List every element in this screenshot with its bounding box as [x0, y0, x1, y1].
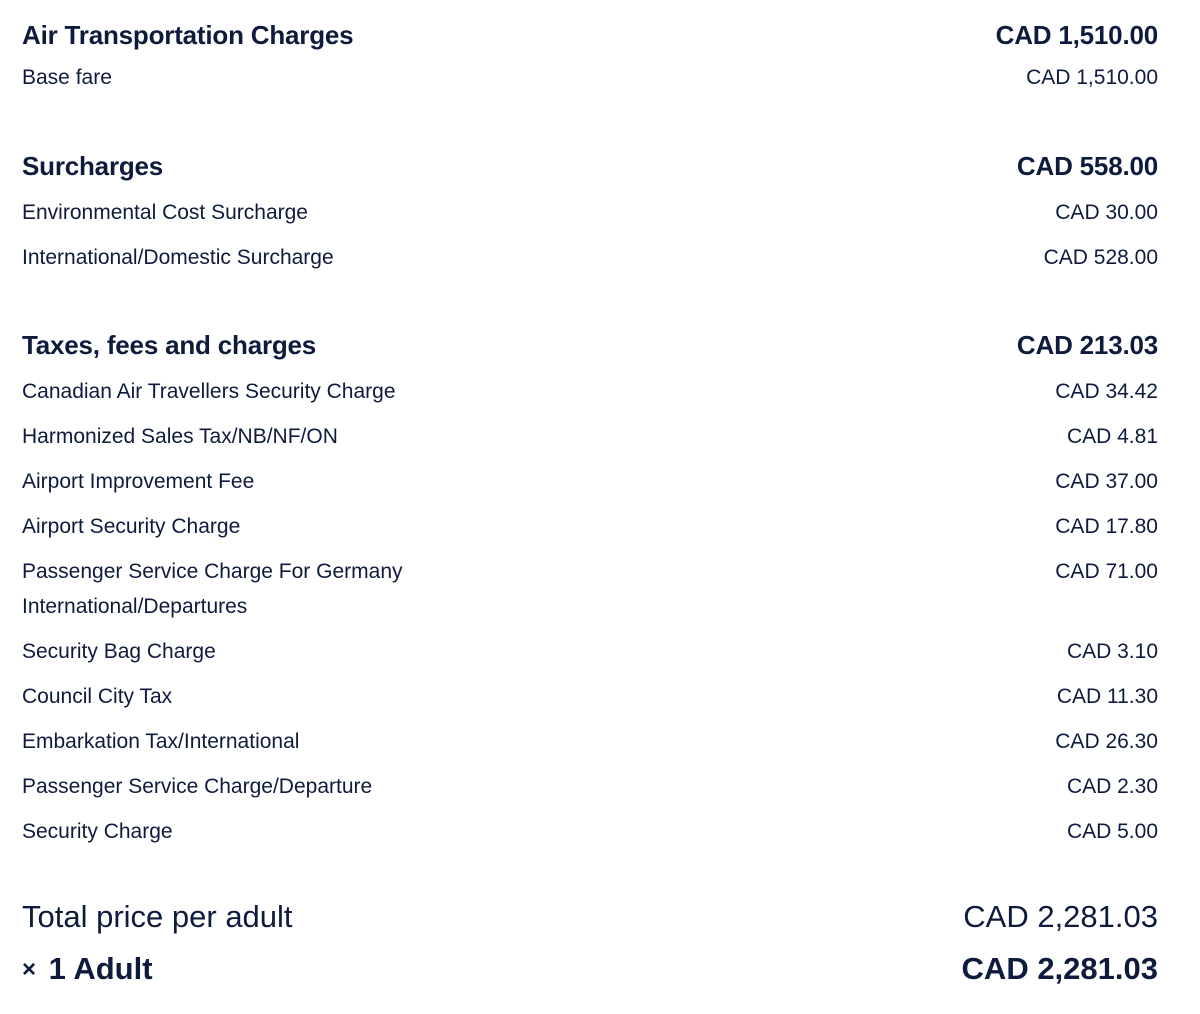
section-spacer — [22, 105, 1158, 151]
line-item — [22, 195, 1158, 240]
line-item-amount: CAD 30.00 — [1055, 201, 1158, 224]
line-item-label: Environmental Cost Surcharge — [22, 201, 308, 224]
line-item — [22, 769, 1158, 814]
line-item-label: International/Domestic Surcharge — [22, 246, 334, 269]
line-item — [22, 634, 1158, 679]
times-icon: × — [22, 956, 37, 983]
line-item-label: Harmonized Sales Tax/NB/NF/ON — [22, 425, 338, 448]
line-item — [22, 679, 1158, 724]
line-item-amount: CAD 528.00 — [1043, 246, 1158, 269]
line-item — [22, 509, 1158, 554]
passenger-label: 1 Adult — [48, 951, 153, 986]
passenger-label-wrap — [22, 951, 153, 987]
line-item-label: Passenger Service Charge/Departure — [22, 775, 373, 798]
section-title: Taxes, fees and charges — [22, 330, 317, 360]
price-breakdown — [22, 0, 1158, 1003]
line-item — [22, 554, 1158, 634]
total-price-per-adult — [22, 899, 1158, 951]
passenger-amount: CAD 2,281.03 — [961, 951, 1158, 986]
line-item — [22, 724, 1158, 769]
line-item-amount: CAD 26.30 — [1055, 730, 1158, 753]
section-title: Air Transportation Charges — [22, 20, 354, 50]
line-item-label: Airport Security Charge — [22, 515, 241, 538]
section-total: CAD 213.03 — [1016, 330, 1158, 360]
section-header-taxes — [22, 330, 1158, 374]
line-item-amount: CAD 34.42 — [1055, 380, 1158, 403]
section-header-air-transportation — [22, 0, 1158, 60]
line-item-amount: CAD 11.30 — [1056, 685, 1158, 708]
line-item-amount: CAD 3.10 — [1066, 640, 1158, 663]
passenger-total — [22, 951, 1158, 1003]
line-item-amount: CAD 1,510.00 — [1026, 66, 1158, 89]
section-header-surcharges — [22, 151, 1158, 195]
line-item — [22, 60, 1158, 105]
line-item-amount: CAD 37.00 — [1055, 470, 1158, 493]
line-item-label: Embarkation Tax/International — [22, 730, 300, 753]
section-title: Surcharges — [22, 151, 164, 181]
line-item-label: Security Bag Charge — [22, 640, 216, 663]
line-item-label: Passenger Service Charge For Germany International/Departures — [22, 560, 403, 618]
total-label: Total price per adult — [22, 899, 293, 934]
line-item-label: Council City Tax — [22, 685, 173, 708]
line-item-amount: CAD 2.30 — [1066, 775, 1158, 798]
line-item-amount: CAD 4.81 — [1066, 425, 1158, 448]
section-total: CAD 558.00 — [1016, 151, 1158, 181]
line-item — [22, 419, 1158, 464]
section-total: CAD 1,510.00 — [995, 20, 1158, 50]
line-item-amount: CAD 17.80 — [1055, 515, 1158, 538]
section-spacer — [22, 285, 1158, 330]
line-item — [22, 814, 1158, 859]
line-item-amount: CAD 71.00 — [1055, 560, 1158, 583]
line-item — [22, 374, 1158, 419]
line-item-label: Airport Improvement Fee — [22, 470, 255, 493]
line-item-label: Base fare — [22, 66, 112, 89]
line-item — [22, 464, 1158, 509]
section-spacer — [22, 859, 1158, 899]
total-amount: CAD 2,281.03 — [963, 899, 1158, 934]
line-item — [22, 240, 1158, 285]
line-item-amount: CAD 5.00 — [1066, 820, 1158, 843]
line-item-label: Security Charge — [22, 820, 173, 843]
line-item-label: Canadian Air Travellers Security Charge — [22, 380, 396, 403]
